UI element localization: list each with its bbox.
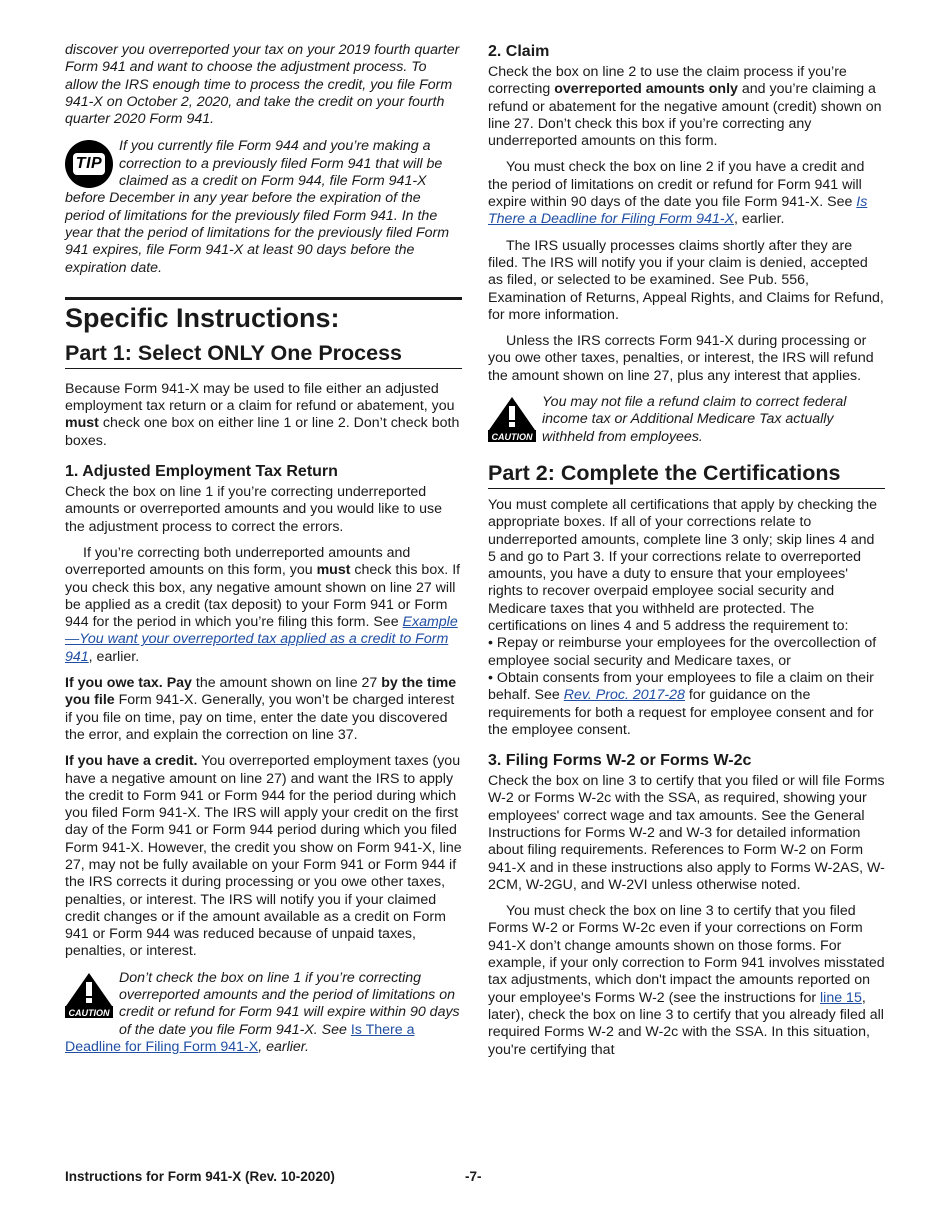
credit-paragraph: If you have a credit. You overreported employment taxes (you have a negative amount on line 27) and want the IRS to apply the credit to Form 941 or Form 944 for the period during which you filed Form 941-X. The IRS will apply your credit on the first day of the Form 941 or Form 944 period during which you filed Form 941-X. However, the credit you show on Form 941-X, line 27, may not be fully available on your Form 941 or Form 944 if the IRS corrects it during processing or you owe other taxes, penalties, or interest. The IRS will notify you if your claimed credit changes or if the amount available as a credit on Form 941 or Form 944 was reduced because of unpaid taxes, penalties, or interest. (65, 753, 462, 960)
part2-heading: Part 2: Complete the Certifications (488, 460, 885, 489)
claim-heading: 2. Claim (488, 43, 550, 60)
line15-link[interactable]: line 15 (820, 989, 862, 1006)
caution-text-left: Don’t check the box on line 1 if you’re correcting overreported amounts and the period of limitations on credit or refund for Form 941 will expire within 90 days of the date you file Form 941-X. See (119, 969, 460, 1038)
caution-icon (65, 970, 113, 1023)
bullet-item: • Obtain consents from your employees to file a claim on their behalf. See Rev. Proc. 2017-28 for guidance on the requirements for both a request for employee consent and for the employee consent. (488, 669, 874, 738)
intro-paragraph: discover you overreported your tax on your 2019 fourth quarter Form 941 and want to choose the adjustment process. To allow the IRS enough time to process the credit, you file Form 941-X on October 2, 2020, and take the credit on your fourth quarter 2020 Form 941. (65, 42, 460, 128)
caution-note-left: CAUTION Don’t check the box on line 1 if you’re correcting overreported amounts and the period of limitations on credit or refund for Form 941 will expire within 90 days of the date you file Form 941-X. See Is There a Deadline for Filing Form 941-X, earlier. (65, 969, 460, 1055)
deadline-link-left[interactable]: Is There a Deadline for Filing Form 941-X (65, 1021, 415, 1055)
tip-note (65, 138, 462, 276)
section1-paragraph2: If you’re correcting both underreported amounts and overreported amounts on this form, you must check this box. If you check this box, any negative amount shown on line 27 will be applied as a credit (tax deposit) to your Form 941 or Form 944 for the period in which you’re filing this form. See Example—You want your overreported tax applied as a credit to Form 941, earlier. (65, 544, 461, 665)
footer-title: Instructions for Form 941-X (Rev. 10-2020) (65, 1169, 335, 1184)
section3-heading: 3. Filing Forms W-2 or Forms W-2c (488, 752, 752, 770)
rev-proc-link[interactable]: Rev. Proc. 2017-28 (563, 687, 685, 704)
caution-label: CAUTION (68, 1007, 110, 1018)
example-link[interactable]: Example—You want your overreported tax applied as a credit to Form 941 (65, 614, 458, 665)
part1-heading: Part 1: Select ONLY One Process (65, 340, 462, 369)
claim-paragraph4: Unless the IRS corrects Form 941-X during processing or you owe other taxes, penalties, or interest, the IRS will refund the amount shown on line 27, plus any interest that applies. (488, 333, 874, 384)
owe-tax-paragraph: If you owe tax. Pay the amount shown on line 27 by the time you file Form 941-X. Generally, you won’t be charged interest if you file on time, pay on time, enter the date you discovered the error, and explain the correction on line 37. (65, 675, 457, 743)
section3-paragraph1: Check the box on line 3 to certify that you filed or will file Forms W-2 or Forms W-2c with the SSA, as required, showing your employees' correct wage and tax amounts. See the General Instructions for Forms W-2 and W-3 for detailed information about filing requirements. References to Form W-2 on Form 941-X and in these instructions also apply to Forms W-2AS, W-2CM, W-2GU, and W-2VI unless otherwise noted. (488, 773, 885, 893)
claim-paragraph3: The IRS usually processes claims shortly after they are filed. The IRS will notify you if your claim is denied, accepted as filed, or selected to be examined. See Pub. 556, Examination of Returns, Appeal Rights, and Claims for Refund, for more information. (488, 237, 884, 323)
section1-paragraph1: Check the box on line 1 if you’re correcting underreported amounts or overreported amounts and you would like to use the adjustment process to correct the errors. (65, 484, 442, 535)
claim-paragraph1: Check the box on line 2 to use the claim process if you’re correcting overreported amounts only and you’re claiming a refund or abatement for the negative amount (credit) shown on line 27. Don’t check this box if you’re correcting any underreported amounts on this form. (488, 64, 882, 150)
part2-paragraph: You must complete all certifications that apply by checking the appropriate boxes. If all of your corrections relate to underreported amounts, complete line 3 only; skip lines 4 and 5 and go to Part 3. If your corrections relate to overreported amounts, you have a duty to ensure that your employees' rights to recover overpaid employee social security and Medicare taxes that you withheld are protected. The certifications on lines 4 and 5 address the requirement to: (488, 496, 878, 635)
part1-paragraph: Because Form 941-X may be used to file either an adjusted employment tax return or a claim for refund or abatement, you must check one box on either line 1 or line 2. Don’t check both boxes. (65, 380, 460, 449)
section3-paragraph2: You must check the box on line 3 to certify that you filed Forms W-2 or Forms W-2c even if your corrections on Form 941-X don’t change amounts shown on those forms. For example, if your only correction to Form 941 involves misstated tax adjustments, which don't impact the amounts reported on your employee's Forms W-2 (see the instructions for line 15, later), check the box on line 3 to certify that you already filed all required Forms W-2 and W-2c with the SSA. In this situation, you're certifying that (488, 903, 885, 1058)
tip-text: If you currently file Form 944 and you’re making a correction to a previously filed Form 941 that will be claimed as a credit on Form 944, file Form 941-X before December in any year before the expiration of the period of limitations for the previously filed Form 941. In the year that the period of limitations for the previously filed Form 941 expires, file Form 941-X at least 90 days before the expiration date. (65, 138, 450, 276)
deadline-link-right[interactable]: Is There a Deadline for Filing Form 941-X (488, 194, 868, 228)
bullet-item: • Repay or reimburse your employees for the overcollection of employee social security and Medicare taxes, or (488, 635, 877, 669)
section-rule (65, 297, 462, 334)
section1-heading: 1. Adjusted Employment Tax Return (65, 463, 338, 481)
caution-icon (488, 394, 536, 447)
right-column (488, 42, 885, 1068)
page-number: -7- (465, 1169, 482, 1184)
tip-icon (65, 138, 113, 188)
left-column (65, 42, 462, 1056)
tip-label: TIP (73, 153, 105, 175)
specific-instructions-heading: Specific Instructions: (65, 302, 340, 333)
claim-paragraph2: You must check the box on line 2 if you have a credit and the period of limitations on credit or refund for Form 941 will expire within 90 days of the date you file Form 941-X. See Is There a Deadline for Filing Form 941-X, earlier. (488, 159, 868, 228)
caution-note-right (488, 394, 885, 446)
caution-text-right: You may not file a refund claim to correct federal income tax or Additional Medicare Tax actually withheld from employees. (542, 394, 847, 445)
caution-label: CAUTION (491, 432, 533, 443)
